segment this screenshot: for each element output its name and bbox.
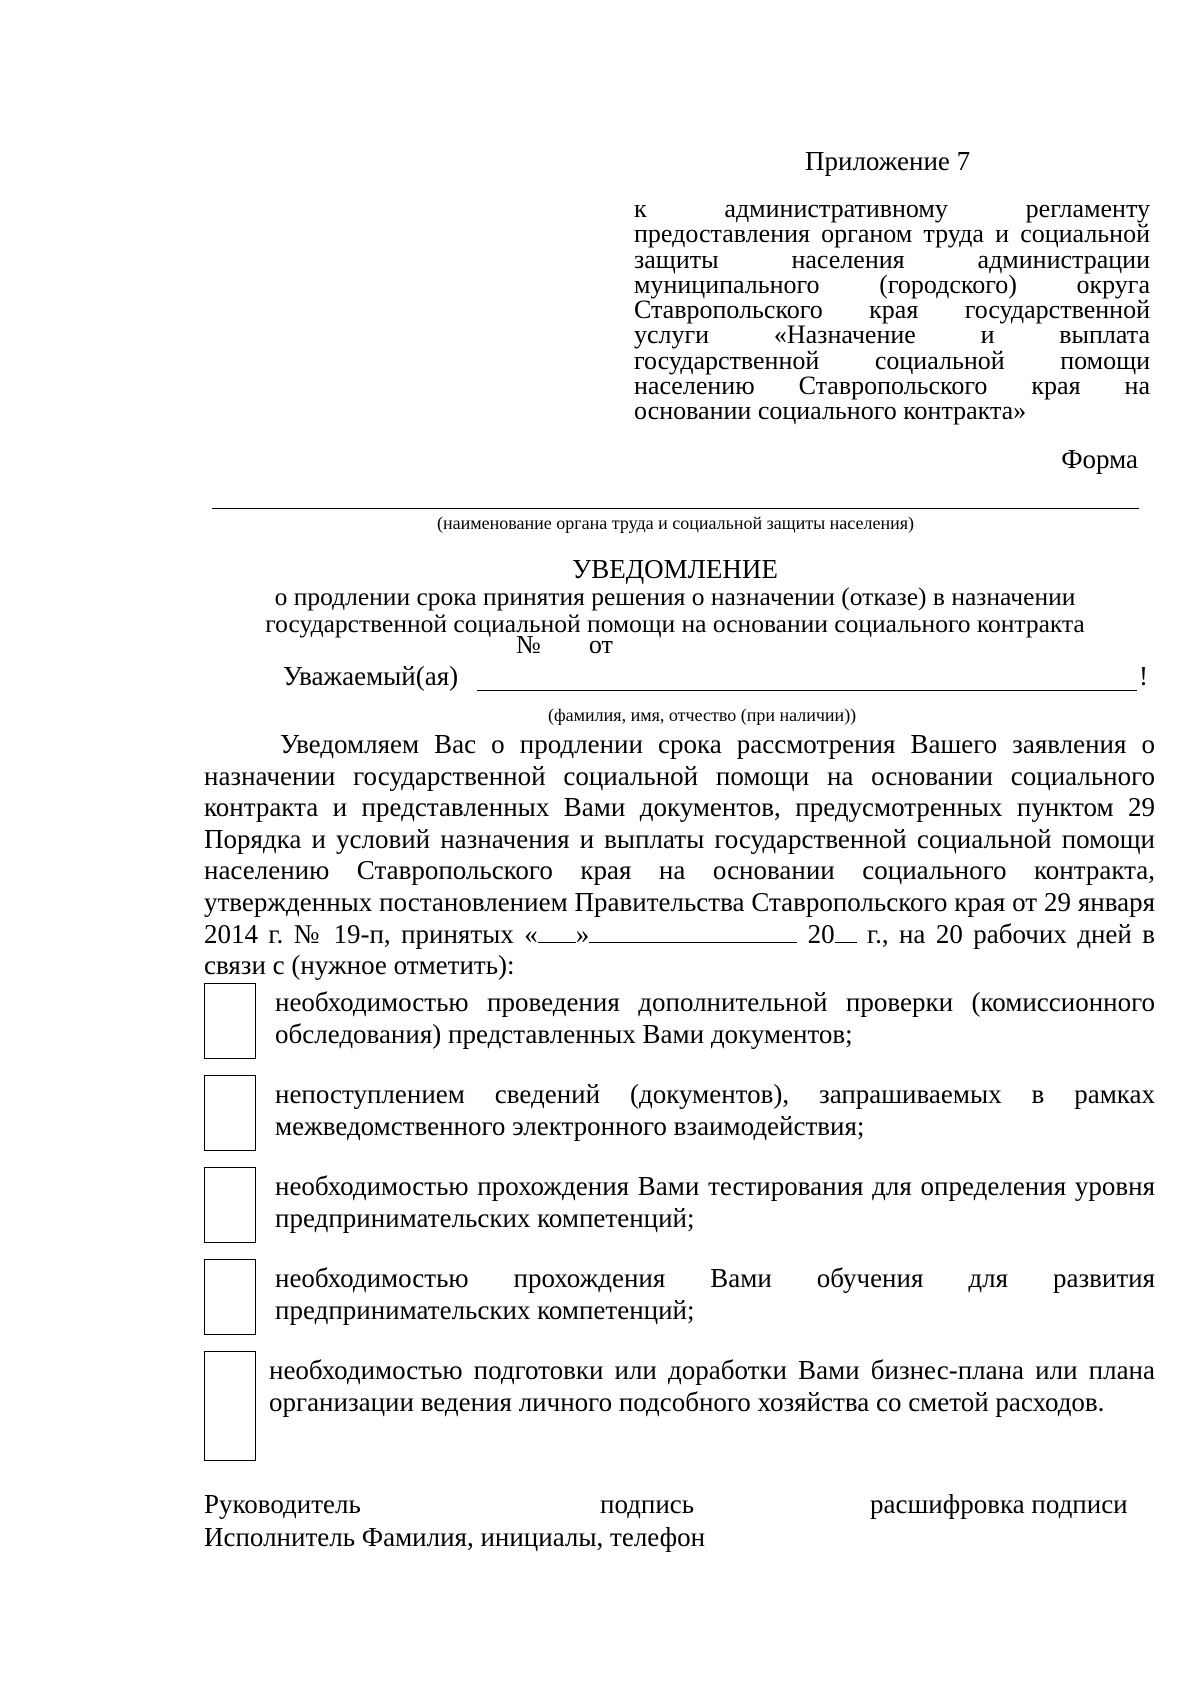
notice-body xyxy=(204,729,1155,982)
greeting-exclamation: ! xyxy=(1139,661,1148,691)
option-2-checkbox[interactable] xyxy=(204,1075,256,1151)
body-part-4: г., на 20 рабочих дней в связи с (нужное отметить): xyxy=(204,918,1156,981)
option-1-checkbox[interactable] xyxy=(204,983,256,1059)
option-4-checkbox[interactable] xyxy=(204,1259,256,1335)
signature-decode-label: расшифровка подписи xyxy=(870,1489,1128,1519)
org-name-caption: (наименование органа труда и социальной защиты населения) xyxy=(437,513,914,533)
org-name-line[interactable] xyxy=(212,508,1139,509)
date-label: от xyxy=(588,630,613,659)
notice-subtitle: о продлении срока принятия решения о назначении (отказе) в назначении государственной социальной помощи на основании социального контракта xyxy=(265,582,1085,638)
notice-title: УВЕДОМЛЕНИЕ xyxy=(572,554,778,584)
option-2-text: непоступлением сведений (документов), запрашиваемых в рамках межведомственного электронного взаимодействия; xyxy=(275,1079,1155,1141)
greeting-label: Уважаемый(ая) xyxy=(283,661,459,691)
day-blank[interactable] xyxy=(538,920,576,943)
option-3-checkbox[interactable] xyxy=(204,1167,256,1243)
recipient-name-caption: (фамилия, имя, отчество (при наличии)) xyxy=(548,705,857,725)
option-5-text: необходимостью подготовки или доработки Вами бизнес-плана или плана организации ведения личного подсобного хозяйства со сметой расходов. xyxy=(269,1355,1155,1417)
month-blank[interactable] xyxy=(589,920,797,943)
year-blank[interactable] xyxy=(835,920,857,943)
option-5-checkbox[interactable] xyxy=(204,1351,256,1461)
recipient-name-line[interactable] xyxy=(477,690,1137,691)
body-part-2: » xyxy=(575,918,590,949)
appendix-title: Приложение 7 xyxy=(805,146,971,176)
number-label: № xyxy=(516,630,541,659)
option-1-text: необходимостью проведения дополнительной проверки (комиссионного обследования) представленных Вами документов; xyxy=(275,987,1155,1049)
option-4-text: необходимостью прохождения Вами обучения для развития предпринимательских компетенций; xyxy=(275,1263,1155,1325)
head-label: Руководитель xyxy=(204,1489,361,1519)
option-3-text: необходимостью прохождения Вами тестирования для определения уровня предпринимательских компетенций; xyxy=(275,1171,1155,1233)
form-label: Форма xyxy=(1061,444,1138,474)
appendix-text: к административному регламенту предоставления органом труда и социальной защиты населения администрации муниципального (городского) округа Ставропольского края государственной услуги «Назначение и выплата государственной социальной помощи населению Ставропольского края на основании социального контракта» xyxy=(634,194,1150,426)
notice-number-line xyxy=(516,630,613,660)
body-part-3: 20 xyxy=(797,918,835,949)
body-part-1: Уведомляем Вас о продлении срока рассмотрения Вашего заявления о назначении государственной социальной помощи на основании социального контракта и представленных Вами документов, предусмотренных пунктом 29 Порядка и условий назначения и выплаты государственной социальной помощи населению Ставропольского края на основании социального контракта, утвержденных постановлением Правительства Ставропольского края от 29 января 2014 г. № 19-п, принятых « xyxy=(204,729,1155,949)
signature-label: подпись xyxy=(600,1489,695,1519)
executor-line: Исполнитель Фамилия, инициалы, телефон xyxy=(204,1522,706,1552)
